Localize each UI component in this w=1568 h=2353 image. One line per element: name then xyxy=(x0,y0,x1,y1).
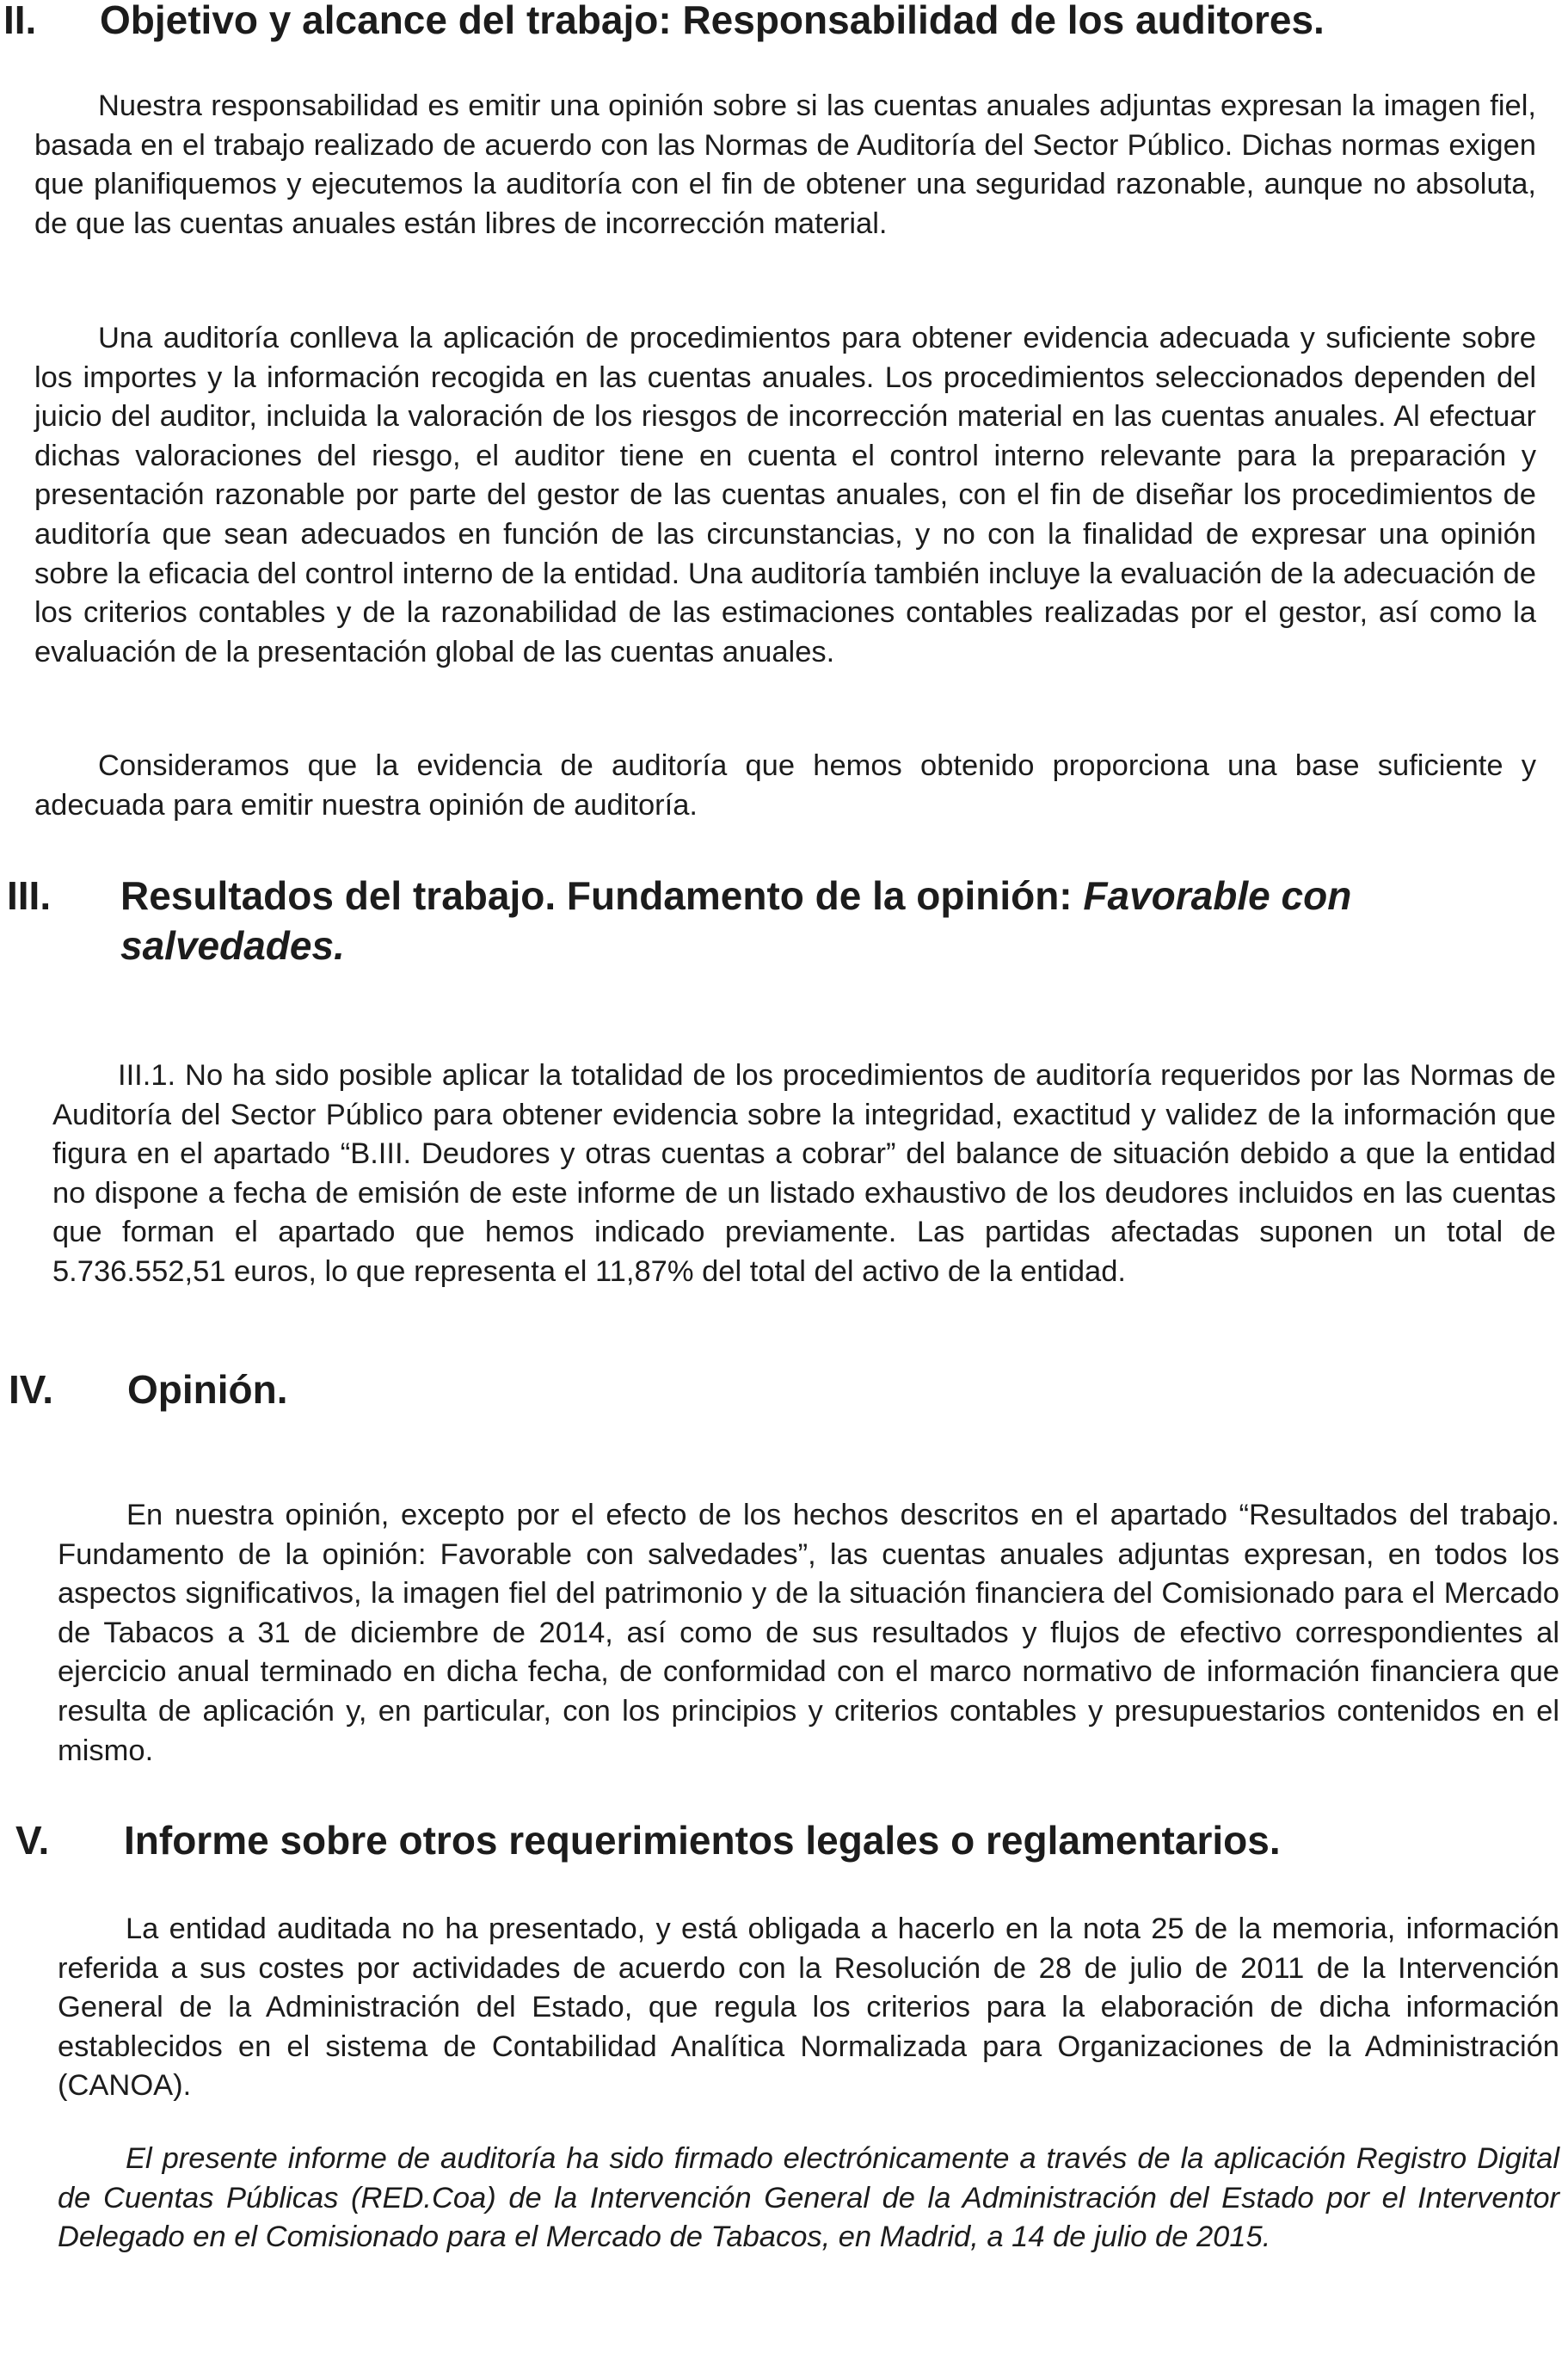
section-title: Opinión. xyxy=(127,1367,288,1412)
section-heading-iii xyxy=(7,871,1546,970)
paragraph xyxy=(34,319,1536,672)
paragraph-text: III.1. No ha sido posible aplicar la totalidad de los procedimientos de auditoría requeridos por las Normas de Auditoría del Sector Público para obtener evidencia sobre la integridad, exactitud y validez de la información que figura en el apartado “B.III. Deudores y otras cuentas a cobrar” del balance de situación debido a que la entidad no dispone a fecha de emisión de este informe de un listado exhaustivo de los deudores incluidos en las cuentas que forman el apartado que hemos indicado previamente. Las partidas afectadas suponen un total de 5.736.552,51 euros, lo que representa el 11,87% del total del activo de la entidad. xyxy=(52,1059,1556,1288)
section-title xyxy=(120,871,1497,970)
section-title-regular: Resultados del trabajo. Fundamento de la opinión: xyxy=(120,873,1084,918)
section-title: Objetivo y alcance del trabajo: Responsabilidad de los auditores. xyxy=(100,0,1325,42)
section-heading-ii xyxy=(3,0,1543,45)
paragraph xyxy=(34,87,1536,243)
section-number: IV. xyxy=(9,1367,54,1412)
paragraph-text: Consideramos que la evidencia de auditoría que hemos obtenido proporciona una base suficiente y adecuada para emitir nuestra opinión de auditoría. xyxy=(34,749,1536,822)
paragraph xyxy=(52,1056,1556,1292)
paragraph-text: Nuestra responsabilidad es emitir una opinión sobre si las cuentas anuales adjuntas expresan la imagen fiel, basada en el trabajo realizado de acuerdo con las Normas de Auditoría del Sector Público. Dichas normas exigen que planifiquemos y ejecutemos la auditoría con el fin de obtener una seguridad razonable, aunque no absoluta, de que las cuentas anuales están libres de incorrección material. xyxy=(34,89,1536,240)
paragraph-text: El presente informe de auditoría ha sido firmado electrónicamente a través de la aplicación Registro Digital de Cuentas Públicas (RED.Coa) de la Intervención General de la Administración del Estado por el Interventor Delegado en el Comisionado para el Mercado de Tabacos, en Madrid, a 14 de julio de 2015. xyxy=(58,2142,1559,2254)
signature-statement xyxy=(58,2140,1559,2258)
section-number: II. xyxy=(3,0,37,42)
paragraph xyxy=(58,1496,1559,1771)
paragraph xyxy=(58,1910,1559,2106)
paragraph xyxy=(34,747,1536,825)
section-number: III. xyxy=(7,873,52,918)
section-heading-v xyxy=(15,1815,1555,1865)
section-title: Informe sobre otros requerimientos legales o reglamentarios. xyxy=(124,1818,1281,1863)
section-heading-iv xyxy=(9,1364,1548,1414)
section-number: V. xyxy=(15,1818,50,1863)
paragraph-text: La entidad auditada no ha presentado, y está obligada a hacerlo en la nota 25 de la memoria, información referida a sus costes por actividades de acuerdo con la Resolución de 28 de julio de 2011 de la Intervención General de la Administración del Estado, que regula los criterios para la elaboración de dicha información establecidos en el sistema de Contabilidad Analítica Normalizada para Organizaciones de la Administración (CANOA). xyxy=(58,1913,1559,2103)
paragraph-text: Una auditoría conlleva la aplicación de procedimientos para obtener evidencia adecuada y suficiente sobre los importes y la información recogida en las cuentas anuales. Los procedimientos seleccionados dependen del juicio del auditor, incluida la valoración de los riesgos de incorrección material en las cuentas anuales. Al efectuar dichas valoraciones del riesgo, el auditor tiene en cuenta el control interno relevante para la preparación y presentación razonable por parte del gestor de las cuentas anuales, con el fin de diseñar los procedimientos de auditoría que sean adecuados en función de las circunstancias, y no con la finalidad de expresar una opinión sobre la eficacia del control interno de la entidad. Una auditoría también incluye la evaluación de la adecuación de los criterios contables y de la razonabilidad de las estimaciones contables realizadas por el gestor, así como la evaluación de la presentación global de las cuentas anuales. xyxy=(34,322,1536,668)
section-title-italic: Favorable con salvedades. xyxy=(120,873,1352,968)
paragraph-text: En nuestra opinión, excepto por el efecto de los hechos descritos en el apartado “Resultados del trabajo. Fundamento de la opinión: Favorable con salvedades”, las cuentas anuales adjuntas expresan, en todos los aspectos significativos, la imagen fiel del patrimonio y de la situación financiera del Comisionado para el Mercado de Tabacos a 31 de diciembre de 2014, así como de sus resultados y flujos de efectivo correspondientes al ejercicio anual terminado en dicha fecha, de conformidad con el marco normativo de información financiera que resulta de aplicación y, en particular, con los principios y criterios contables y presupuestarios contenidos en el mismo. xyxy=(58,1499,1559,1767)
